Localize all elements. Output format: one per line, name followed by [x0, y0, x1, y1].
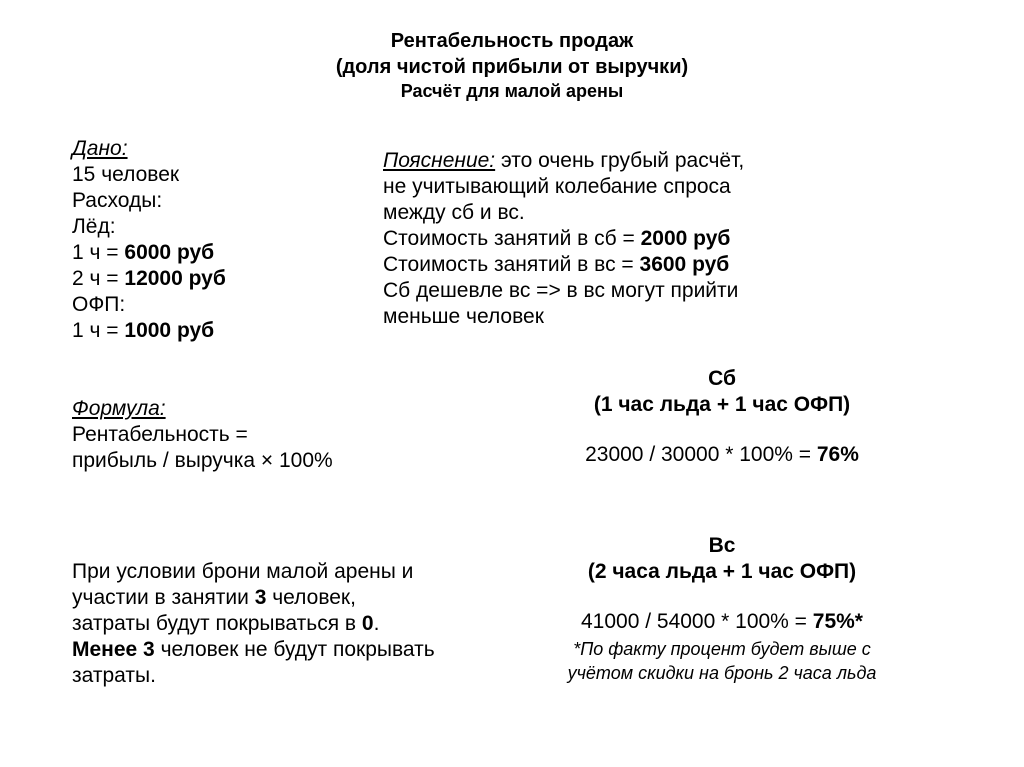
formula-line-1: Рентабельность =	[72, 423, 248, 446]
given-people: 15 человек	[72, 163, 180, 186]
title-line-3: Расчёт для малой арены	[400, 81, 624, 101]
conclusion-line-3: затраты будут покрываться в 0.	[72, 612, 380, 635]
conclusion-line-1: При условии брони малой арены и	[72, 560, 414, 583]
formula-line-2: прибыль / выручка × 100%	[72, 449, 333, 472]
given-expenses-label: Расходы:	[72, 189, 163, 212]
given-ice-1h: 1 ч = 6000 руб	[72, 241, 215, 264]
title-line-2: (доля чистой прибыли от выручки)	[335, 56, 689, 78]
given-ofp-label: ОФП:	[72, 293, 126, 316]
saturday-calc: 23000 / 30000 * 100% = 76%	[585, 443, 859, 466]
explanation-sat-cost: Стоимость занятий в сб = 2000 руб	[383, 227, 731, 250]
formula-block	[72, 396, 333, 474]
saturday-title: Сб	[708, 367, 736, 390]
given-ice-2h: 2 ч = 12000 руб	[72, 267, 226, 290]
explanation-line-3: между сб и вс.	[383, 201, 525, 224]
explanation-line-2: не учитывающий колебание спроса	[383, 175, 731, 198]
explanation-line-6: Сб дешевле вс => в вс могут прийти	[383, 279, 739, 302]
given-block	[72, 136, 226, 344]
explanation-block: Пояснение: это очень грубый расчёт, не учитывающий колебание спроса между сб и вс. Стоимость занятий в сб = 2000 руб Стоимость занятий в вс = 3600 руб Сб дешевле вс => в вс могут прийти меньше человек	[383, 149, 745, 328]
explanation-heading: Пояснение:	[383, 149, 496, 172]
explanation-line-7: меньше человек	[383, 305, 544, 328]
conclusion-line-2: участии в занятии 3 человек,	[72, 586, 356, 609]
conclusion-line-5: затраты.	[72, 664, 156, 687]
formula-heading: Формула:	[72, 397, 166, 420]
sunday-title: Вс	[708, 534, 736, 557]
sunday-subtitle: (2 часа льда + 1 час ОФП)	[587, 560, 857, 583]
given-ofp-1h: 1 ч = 1000 руб	[72, 319, 215, 342]
sunday-calc: 41000 / 54000 * 100% = 75%*	[581, 610, 863, 633]
conclusion-block	[72, 559, 435, 689]
saturday-subtitle: (1 час льда + 1 час ОФП)	[593, 393, 851, 416]
given-ice-label: Лёд:	[72, 215, 116, 238]
sunday-note-line-2: учётом скидки на бронь 2 часа льда	[567, 663, 877, 683]
sunday-note-line-1: *По факту процент будет выше с	[573, 639, 871, 659]
title-line-1: Рентабельность продаж	[390, 30, 634, 52]
given-heading: Дано:	[72, 137, 128, 160]
conclusion-line-4: Менее 3 человек не будут покрывать	[72, 638, 435, 661]
explanation-sun-cost: Стоимость занятий в вс = 3600 руб	[383, 253, 730, 276]
sunday-block	[522, 533, 922, 685]
saturday-block	[522, 366, 922, 468]
